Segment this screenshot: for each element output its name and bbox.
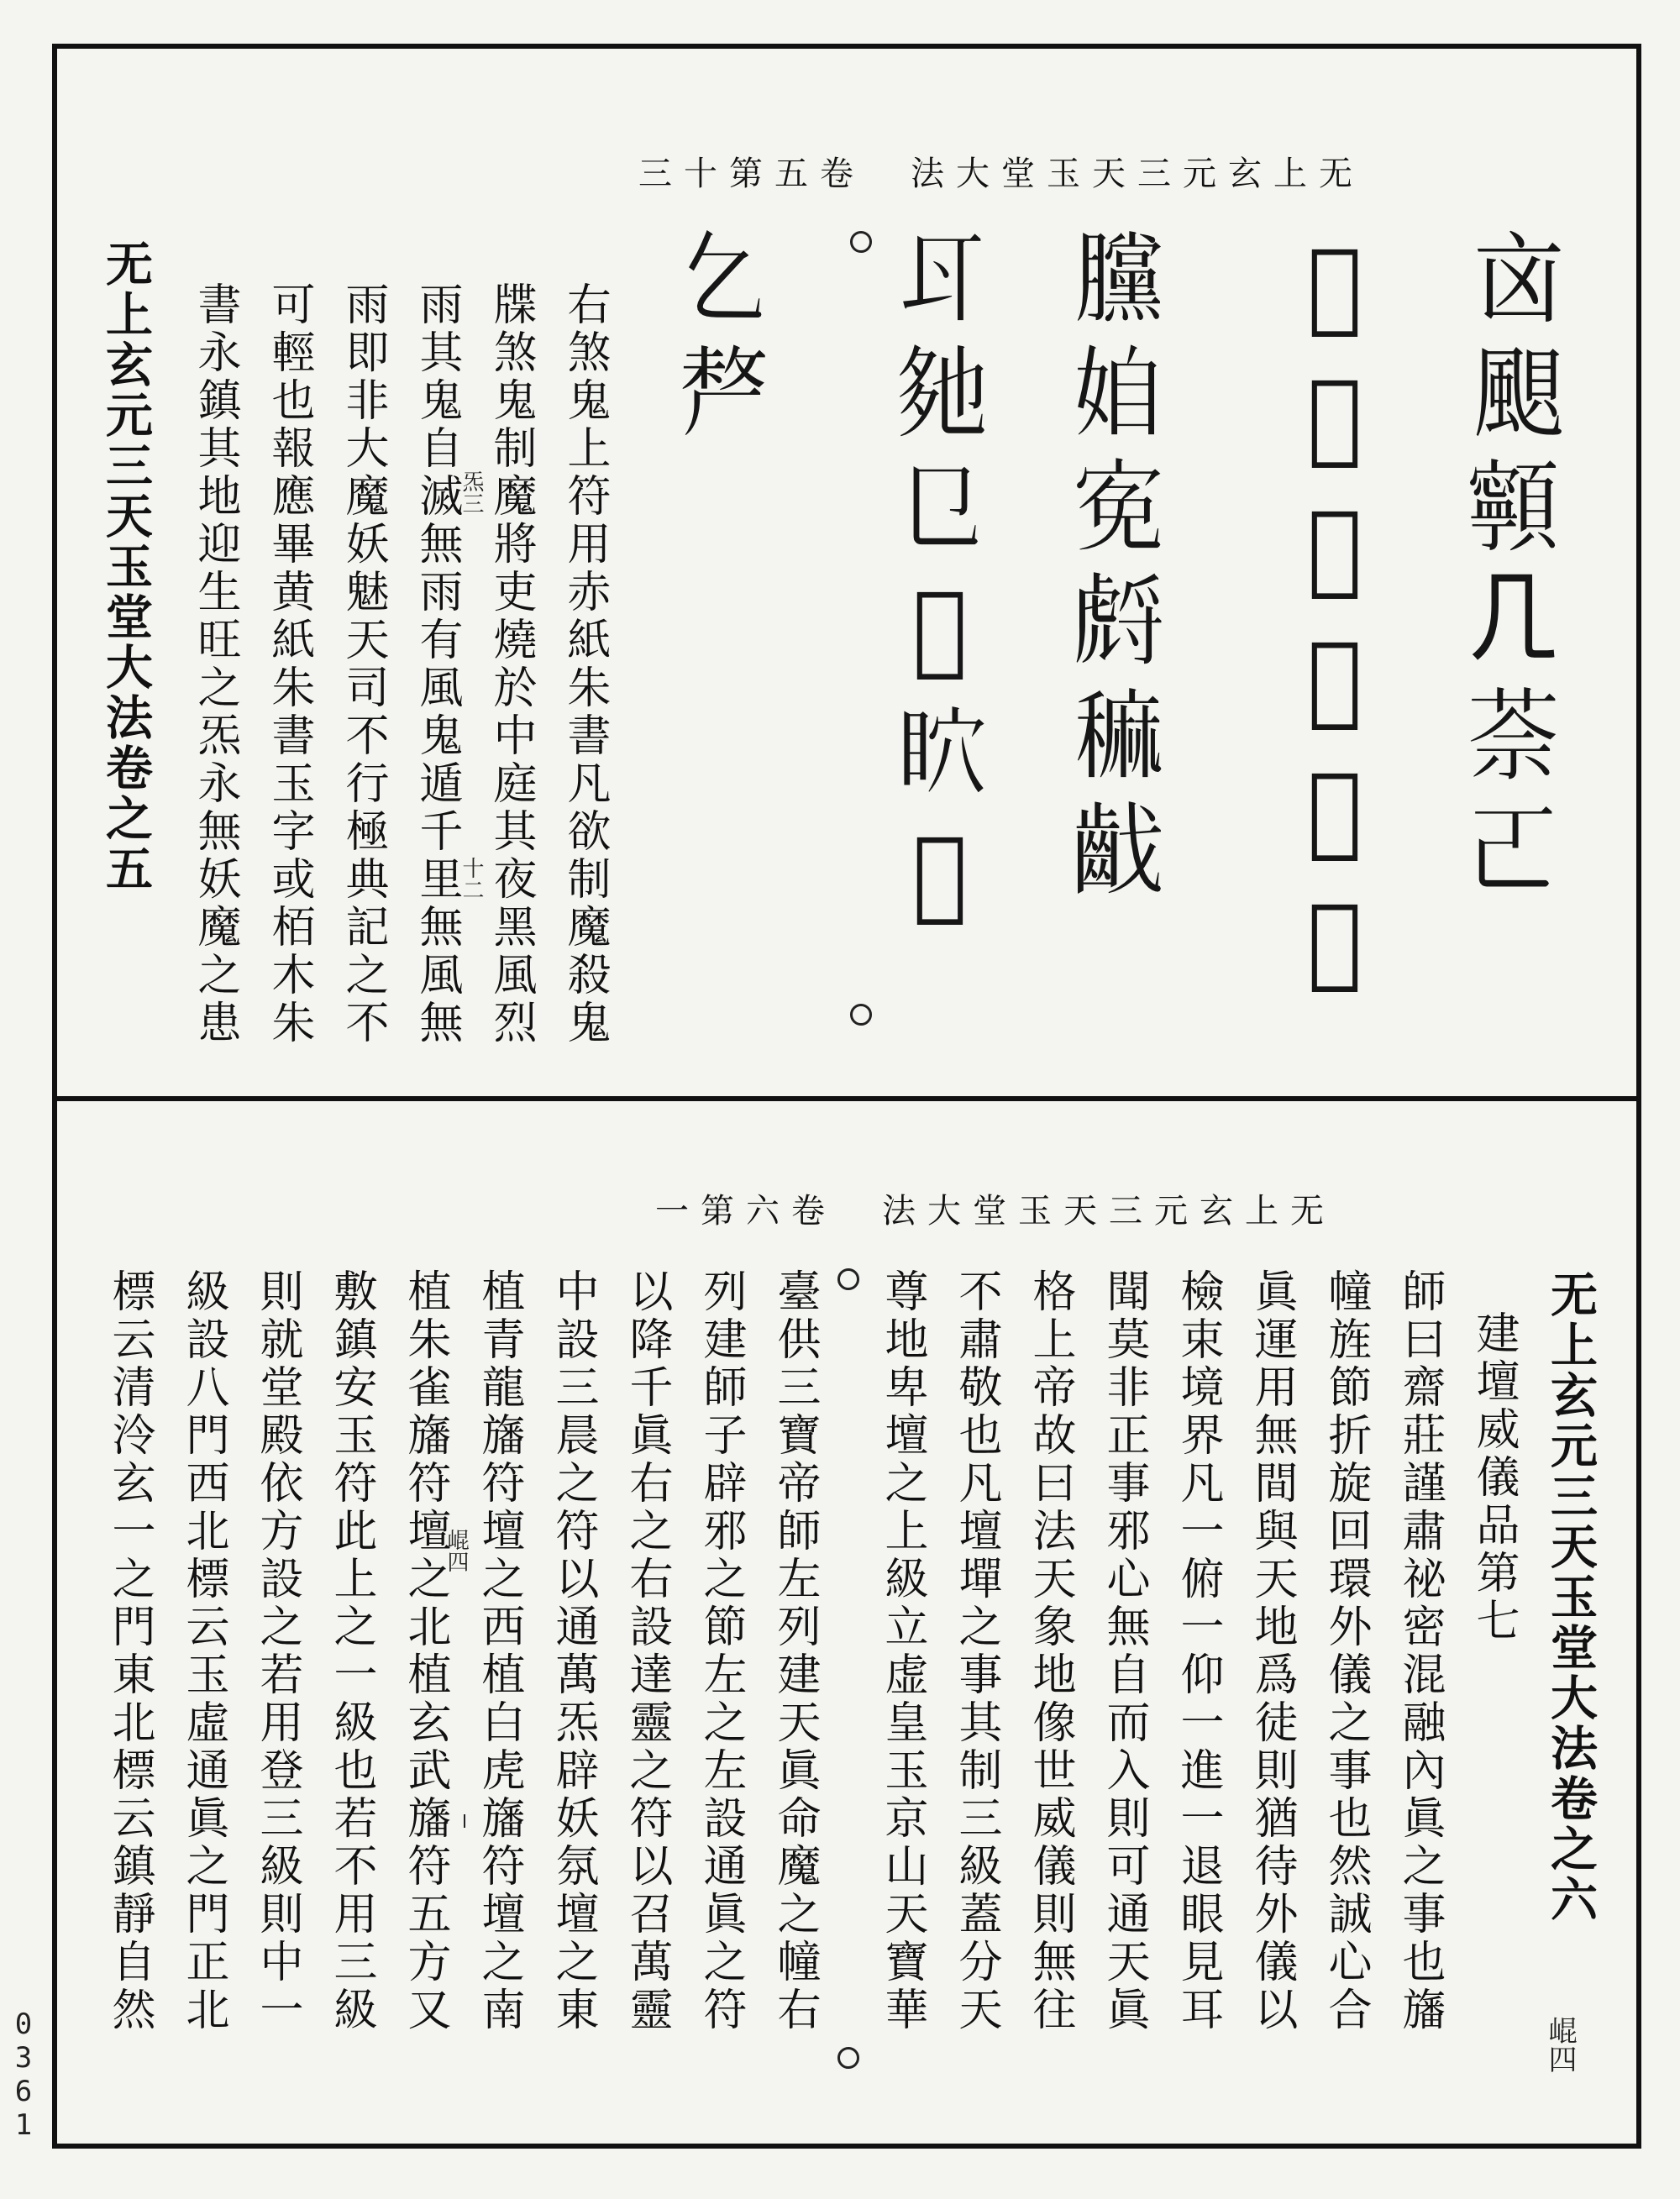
section-subtitle: 建壇威儀品第七	[1468, 1310, 1519, 1645]
column-mark	[464, 1814, 465, 1828]
binding-hole	[850, 231, 872, 253]
body-text-column: 中設三晨之符以通萬炁辟妖氛壇之東	[548, 1268, 598, 2034]
body-text-column: 書永鎮其地迎生旺之炁永無妖魔之患	[190, 281, 240, 1047]
talisman-seal-column: 㐫𩗗𩕳𠘧𦯬𠀀	[1457, 227, 1565, 912]
talisman-seal-column: 𠃉𠩺	[668, 227, 775, 455]
chapter-title-note: 崐四	[1543, 2016, 1577, 2073]
talisman-seal-column: 𪠰𢩧𠀧𪪛𧍅𣩋	[1281, 227, 1389, 1013]
body-text-column: 則就堂殿依方設之若用登三級則中一	[252, 1268, 302, 2034]
body-text-column: 植青龍旛符壇之西植白虎旛符壇之南	[474, 1268, 524, 2034]
body-text-column: 右煞鬼上符用赤紙朱書凡欲制魔殺鬼	[559, 281, 610, 1047]
body-text-column: 標云清泠玄一之門東北標云鎮靜自然	[104, 1268, 155, 2034]
upper-running-header: 无上玄元三天玉堂大法 卷五第十三	[638, 155, 1364, 193]
chapter-end-title: 无上玄元三天玉堂大法卷之五	[98, 239, 154, 895]
talisman-seal-column: 𣎲𡜍𡨚𧇛𥢂𪗠	[1063, 227, 1170, 912]
margin-note: 炁三	[459, 470, 484, 514]
body-text-column: 幢旌節折旋回環外儀之事也然誠心合	[1320, 1268, 1371, 2034]
body-text-column: 雨即非大魔妖魅天司不行極典記之不	[338, 281, 388, 1047]
binding-hole	[850, 1004, 872, 1026]
body-text-column: 眞運用無間與天地爲徒則猶待外儀以	[1247, 1268, 1297, 2034]
talisman-seal-column: 𠁾𡖐㔾𦮩𥄴𠁄	[886, 227, 994, 946]
body-text-column: 牒煞鬼制魔將吏燒於中庭其夜黑風烈	[486, 281, 536, 1047]
body-text-column: 級設八門西北標云玉虛通眞之門正北	[178, 1268, 228, 2034]
binding-hole	[837, 2047, 859, 2069]
chapter-title: 无上玄元三天玉堂大法卷之六	[1543, 1270, 1599, 1925]
body-text-column: 以降千眞右之右設達靈之符以召萬靈	[622, 1268, 672, 2034]
margin-note: 十二	[459, 857, 484, 900]
body-text-column: 聞莫非正事邪心無自而入則可通天眞	[1099, 1268, 1149, 2034]
body-text-column: 雨其鬼自滅無雨有風鬼遁千里無風無	[412, 281, 462, 1047]
lower-running-header: 无上玄元三天玉堂大法 卷六第一	[655, 1192, 1336, 1231]
body-text-column: 尊地卑壇之上級立虚皇玉京山天寶華	[877, 1268, 927, 2034]
body-text-column: 列建師子辟邪之節左之左設通眞之符	[696, 1268, 746, 2034]
body-text-column: 檢束境界凡一俯一仰一進一退眼見耳	[1173, 1268, 1223, 2034]
body-text-column: 敷鎮安玉符此上之一級也若不用三級	[326, 1268, 376, 2034]
body-text-column: 格上帝故曰法天象地像世威儀則無往	[1025, 1268, 1075, 2034]
margin-note: 崐四	[444, 1529, 469, 1572]
body-text-column: 不肅敬也凡壇墠之事其制三級蓋分天	[951, 1268, 1001, 2034]
body-text-column: 臺供三寶帝師左列建天眞命魔之幢右	[769, 1268, 820, 2034]
section-divider	[52, 1096, 1641, 1101]
page-number: 0361	[7, 2007, 40, 2142]
body-text-column: 植朱雀旛符壇之北植玄武旛符五方又	[400, 1268, 450, 2034]
binding-hole	[837, 1268, 859, 1290]
body-text-column: 師曰齋莊謹肅祕密混融內眞之事也旛	[1394, 1268, 1445, 2034]
body-text-column: 可輕也報應畢黄紙朱書玉字或栢木朱	[264, 281, 314, 1047]
